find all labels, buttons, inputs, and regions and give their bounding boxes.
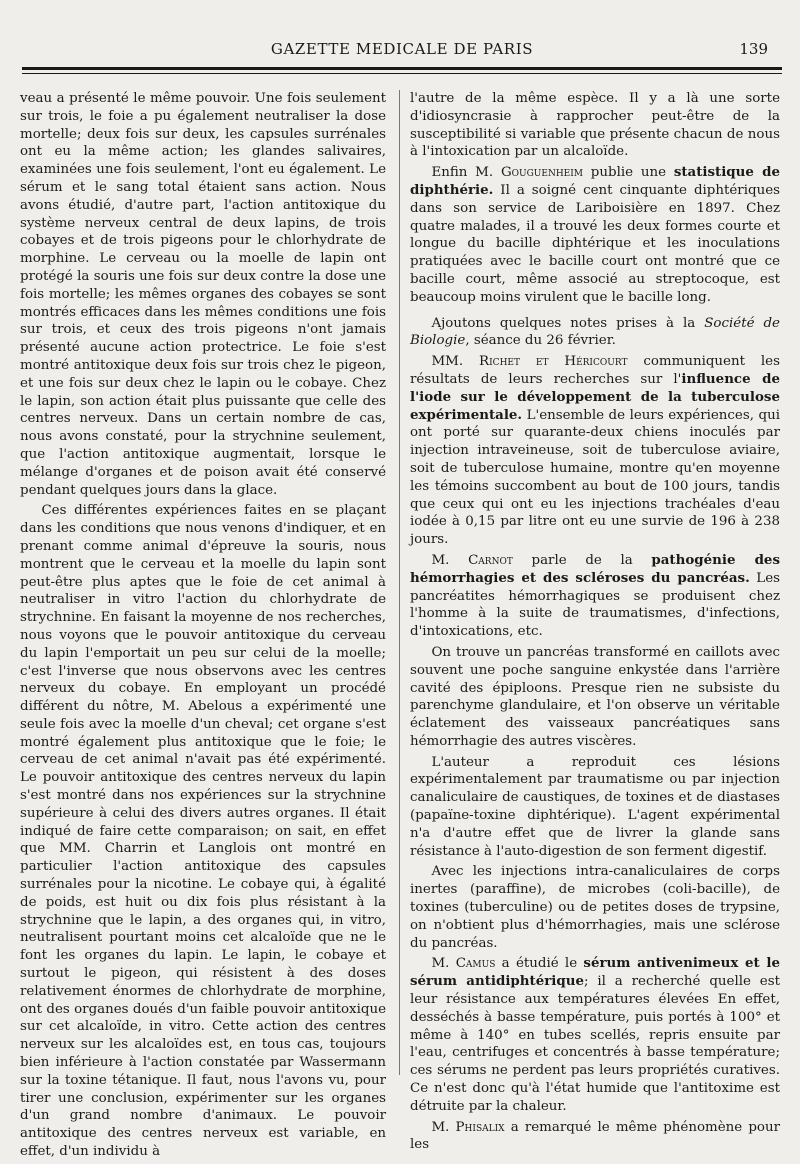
topic-heading: statistique de diphthérie.	[410, 164, 780, 198]
page-number: 139	[739, 40, 768, 58]
paragraph: L'auteur a reproduit ces lésions expérimentalement par traumatisme ou par injection canaliculaire de caustiques, de toxines et de diastases (papaïne-toxine diphtérique). L'agent expérimental n'a d'autre effet que de livrer la glande sans résistance à l'auto-digestion de son ferment digestif.	[410, 754, 780, 859]
topic-heading: sérum antivenimeux et le sérum antidiphtérique	[410, 955, 780, 990]
column-divider	[399, 90, 400, 1075]
author-name: Carnot	[468, 552, 513, 568]
paragraph: On trouve un pancréas transformé en caillots avec souvent une poche sanguine enkystée dans l'arrière cavité des épiploons. Presque rien ne subsiste du parenchyme glandulaire, et l'on observe un véritable éclatement des vaisseaux pancréatiques sans hémorrhagie des autres viscères.	[410, 644, 780, 749]
paragraph: MM. Richet et Héricourt communiquent les résultats de leurs recherches sur l'influence de l'iode sur le développement de la tuberculose expérimentale. L'ensemble de leurs expériences, qui ont porté sur quarante-deux chiens inoculés par injection intraveineuse, soit de tuberculose aviaire, soit de tuberculose humaine, montre qu'en moyenne les témoins succombent au bout de 100 jours, tandis que ceux qui ont eu les injections trachéales d'eau iodée à 0,15 par litre ont eu une survie de 196 à 238 jours.	[410, 354, 780, 548]
paragraph: veau a présenté le même pouvoir. Une fois seulement sur trois, le foie a pu également neutraliser la dose mortelle; deux fois sur deux, les capsules surrénales ont eu la même action; les glandes salivaires, examinées une fois seulement, l'ont eu également. Le sérum et le sang total étaient sans action. Nous avons étudié, d'autre part, l'action antitoxique du système nerveux central de deux lapins, de trois cobayes et de trois pigeons pour le chlorhydrate de morphine. Le cerveau ou la moelle de lapin ont protégé la souris une fois sur deux contre la dose une fois mortelle; les mêmes organes des cobayes se sont montrés efficaces dans les mêmes conditions une fois sur trois, et ceux des trois pigeons n'ont jamais présenté aucune action protectrice. Le foie s'est montré antitoxique deux fois sur trois chez le pigeon, et une fois sur deux chez le lapin ou le cobaye. Chez le lapin, son action était plus puissante que celle des centres nerveux. Dans un certain nombre de cas, nous avons constaté, pour la strychnine seulement, que l'action antitoxique augmentait, lorsque le mélange d'organes et de poison avait été conservé pendant quelques jours dans la glace.	[20, 91, 386, 498]
paragraph: M. Phisalix a remarqué le même phénomène pour les	[410, 1119, 780, 1153]
paragraph: M. Carnot parle de la pathogénie des hémorrhagies et des scléroses du pancréas. Les pancréatites hémorrhagiques se produisent chez l'homme à la suite de traumatismes, d'infections, d'intoxications, etc.	[410, 551, 780, 640]
author-name: Gouguenheim	[500, 165, 584, 181]
author-name: Camus	[455, 956, 496, 972]
right-column	[410, 90, 780, 1157]
paragraph: Avec les injections intra-canaliculaires de corps inertes (paraffine), de microbes (coli-bacille), de toxines (tuberculine) ou de petites doses de trypsine, on n'obtient plus d'hémorrhagies, mais une sclérose du pancréas.	[410, 864, 780, 951]
paragraph: Enfin M. Gouguenheim publie une statistique de diphthérie. Il a soigné cent cinquante diphtériques dans son service de Lariboisière en 1897. Chez quatre malades, il a trouvé les deux formes courte et longue du bacille diphtérique et les inoculations pratiquées avec le bacille court ont montré que ce bacille court, même associé au streptocoque, est beaucoup moins virulent que le bacille long.	[410, 164, 780, 305]
paragraph: l'autre de la même espèce. Il y a là une sorte d'idiosyncrasie à rapprocher peut-être de la susceptibilité si variable que présente chacun de nous à l'intoxication par un alcaloïde.	[410, 91, 780, 160]
author-name: Phisalix	[455, 1119, 505, 1135]
paragraph: Ces différentes expériences faites en se plaçant dans les conditions que nous venons d'indiquer, et en prenant comme animal d'épreuve la souris, nous montrent que le cerveau et la moelle du lapin sont peut-être plus aptes que le foie de cet animal à neutraliser in vitro l'action du chlorhydrate de strychnine. En faisant la moyenne de nos recherches, nous voyons que le pouvoir antitoxique du cerveau du lapin l'emportait un peu sur celui de la moelle; c'est l'inverse que nous observons avec les centres nerveux du cobaye. En employant un procédé différent du nôtre, M. Abelous a expérimenté une seule fois avec la moelle d'un cheval; cet organe s'est montré également plus antitoxique que le foie; le cerveau de cet animal n'avait pas été expérimenté. Le pouvoir antitoxique des centres nerveux du lapin s'est montré dans nos expériences sur la strychnine supérieure à celui des divers autres organes. Il était indiqué de faire cette comparaison; on sait, en effet que MM. Charrin et Langlois ont montré en particulier l'action antitoxique des capsules surrénales pour la nicotine. Le cobaye qui, à égalité de poids, est huit ou dix fois plus résistant à la strychnine que le lapin, a des organes qui, in vitro, neutralisent pourtant moins cet alcaloïde que ne le font les organes du lapin. Le lapin, le cobaye et surtout le pigeon, qui résistent à des doses relativement énormes de chlorhydrate de morphine, ont des organes doués d'un faible pouvoir antitoxique sur cet alcaloïde, in vitro. Cette action des centres nerveux sur les alcaloïdes est, en tous cas, toujours bien inférieure à l'action constatée par Wassermann sur la toxine tétanique. Il faut, nous l'avons vu, pour tirer une conclusion, expérimenter sur les organes d'un grand nombre d'animaux. Le pouvoir antitoxique des centres nerveux est variable, en effet, d'un individu à	[20, 503, 386, 1160]
paragraph: M. Camus a étudié le sérum antivenimeux et le sérum antidiphtérique; il a recherché quelle est leur résistance aux températures élevées En effet, desséchés à basse température, puis portés à 100° et même à 140° en tubes scellés, repris ensuite par l'eau, centrifuges et concentrés à basse température; ces sérums ne perdent pas leurs propriétés curatives. Ce n'est donc qu'à l'état humide que l'antitoxime est détruite par la chaleur.	[410, 955, 780, 1114]
page-header	[22, 40, 782, 64]
author-name: Richet et Héricourt	[479, 354, 628, 370]
paragraph: Ajoutons quelques notes prises à la Société de Biologie, séance du 26 février.	[410, 315, 780, 349]
topic-heading: pathogénie des hémorrhagies et des scléroses du pancréas.	[410, 551, 780, 586]
header-rule-thin	[22, 73, 782, 74]
left-column	[20, 90, 386, 1164]
running-title: GAZETTE MEDICALE DE PARIS	[270, 40, 534, 58]
topic-heading: influence de l'iode sur le développement de la tuberculose expérimentale.	[410, 370, 780, 423]
society-name: Société de Biologie	[410, 315, 780, 349]
header-rule-thick	[22, 67, 782, 70]
